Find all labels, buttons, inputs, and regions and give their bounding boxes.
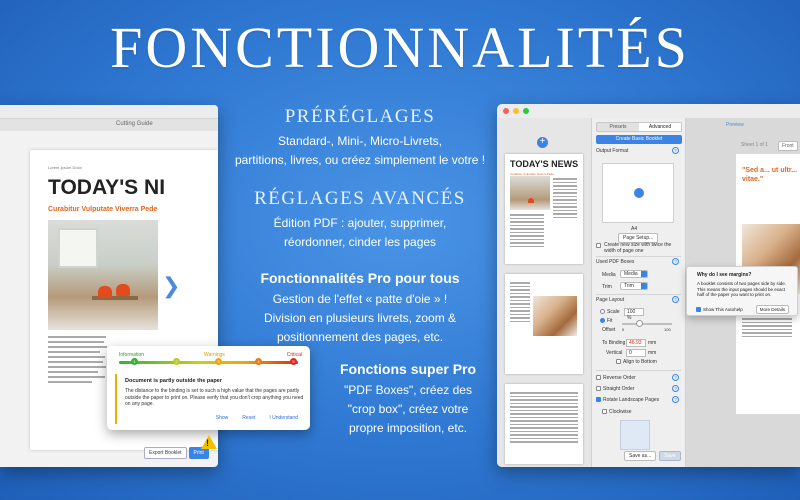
- tab-cutting-guide[interactable]: Cutting Guide: [116, 121, 153, 127]
- show-autohelp-label: Show This Autohelp: [703, 307, 743, 312]
- offset-slider-knob[interactable]: [636, 320, 643, 327]
- feature-heading: Fonctions super Pro: [339, 361, 477, 377]
- label-critical: Critical: [286, 352, 302, 358]
- save-as-button[interactable]: Save as...: [624, 451, 656, 461]
- align-bottom-checkbox[interactable]: [616, 359, 621, 364]
- popup-actions: [216, 415, 298, 421]
- offset-slider[interactable]: [622, 323, 672, 325]
- feature-super-pro: [318, 361, 498, 438]
- trim-select-value: Trim: [624, 283, 634, 289]
- preview-quote: "Sed a... ut ultr... vitae.": [742, 167, 798, 183]
- popup-body: The distance to the binding is set to such a high value that the pages are partly outside the paper to print on. Please verify that you don't crop anything you need on any page.: [125, 388, 304, 407]
- help-icon[interactable]: ?: [672, 258, 679, 265]
- show-button[interactable]: Show: [215, 415, 229, 421]
- photo-chair: [116, 284, 130, 296]
- output-format-label: Output Format: [596, 148, 629, 154]
- feature-line: "crop box", créez votre: [347, 402, 469, 416]
- warning-triangle-icon[interactable]: [201, 435, 217, 449]
- thumbnail-text: [510, 392, 578, 445]
- tab-bar: [0, 119, 218, 131]
- divider: [596, 256, 681, 257]
- unit-label: mm: [648, 340, 657, 346]
- add-page-icon[interactable]: +: [537, 137, 548, 148]
- severity-dot: 1: [131, 358, 138, 365]
- label-information: Information: [119, 352, 145, 358]
- page-thumbnails-sidebar: [497, 118, 592, 467]
- tab-presets[interactable]: Presets: [609, 124, 627, 130]
- feature-presets: [222, 106, 498, 170]
- rotation-preview: [620, 420, 650, 450]
- create-new-size-label: Create new size with twice the width of page one: [604, 242, 672, 254]
- tab-advanced[interactable]: Advanced: [639, 123, 681, 131]
- offset-label: Offset: [602, 327, 616, 333]
- staircase-photo: [533, 296, 577, 336]
- minimize-window-icon[interactable]: [513, 108, 519, 114]
- create-new-size-checkbox[interactable]: [596, 243, 601, 248]
- feature-heading: RÉGLAGES AVANCÉS: [254, 188, 466, 209]
- thumbnail-page-2[interactable]: [505, 274, 583, 374]
- trim-select[interactable]: [620, 282, 648, 290]
- popup-title: Document is partly outside the paper: [125, 378, 222, 384]
- to-binding-label: To Binding: [602, 340, 626, 346]
- warning-accent-bar: [115, 374, 117, 424]
- scale-input[interactable]: 100 %: [624, 308, 644, 316]
- settings-tabs: [596, 122, 682, 132]
- straight-order-checkbox[interactable]: [596, 386, 601, 391]
- page-layout-label: Page Layout: [596, 297, 625, 303]
- fit-radio[interactable]: [600, 318, 605, 323]
- slider-min-label: 0: [622, 327, 625, 332]
- chevron-right-icon[interactable]: ❯: [162, 273, 181, 298]
- more-details-button[interactable]: More Details: [756, 305, 789, 314]
- photo-chair: [98, 286, 112, 298]
- thumbnail-text: [553, 178, 577, 220]
- reverse-order-label: Reverse Order: [603, 375, 636, 381]
- reverse-order-checkbox[interactable]: [596, 375, 601, 380]
- rotate-landscape-checkbox[interactable]: [596, 397, 601, 402]
- clockwise-checkbox[interactable]: [602, 409, 607, 414]
- to-binding-input[interactable]: 46,93: [626, 339, 646, 347]
- tooltip-body: A booklet consists of two pages side by side. This means the input pages should be exact half of the paper you want to print on.: [697, 281, 787, 297]
- feature-pro: [222, 270, 498, 347]
- left-bottom-bar: [144, 447, 209, 459]
- divider: [596, 294, 681, 295]
- window-traffic-lights: [503, 108, 529, 114]
- help-icon[interactable]: ?: [672, 396, 679, 403]
- tooltip-title: Why do I see margins?: [697, 272, 752, 278]
- scale-label: Scale: [607, 309, 620, 315]
- print-button[interactable]: Print: [189, 447, 209, 459]
- trim-label: Trim: [602, 284, 612, 290]
- severity-dot: 3: [215, 358, 222, 365]
- severity-dot: 2: [173, 358, 180, 365]
- window-toolbar: [0, 105, 218, 119]
- media-label: Media: [602, 272, 616, 278]
- severity-bar: [119, 361, 298, 364]
- clockwise-label: Clockwise: [609, 409, 632, 415]
- photo-window: [58, 228, 98, 268]
- severity-dot: 5: [290, 358, 297, 365]
- divider: [596, 370, 681, 371]
- thumbnail-text: [510, 282, 530, 324]
- feature-text: [222, 290, 498, 347]
- vertical-input[interactable]: 0: [626, 349, 646, 357]
- warning-popup: [107, 346, 310, 430]
- thumbnail-subheadline: Curabitur Vulputate Viverra Pede: [510, 172, 554, 176]
- feature-line: Standard-, Mini-, Micro-Livrets,: [277, 134, 443, 148]
- feature-text: [318, 381, 498, 438]
- feature-line: réordonner, cinder les pages: [283, 235, 437, 249]
- straight-order-label: Straight Order: [603, 386, 635, 392]
- feature-line: propre imposition, etc.: [348, 421, 468, 435]
- export-booklet-button[interactable]: Export Booklet: [144, 447, 187, 459]
- close-window-icon[interactable]: [503, 108, 509, 114]
- help-icon[interactable]: ?: [672, 385, 679, 392]
- slider-max-label: 100: [664, 327, 671, 332]
- settings-panel: [592, 118, 686, 467]
- feature-line: Gestion de l'effet « patte d'oie » !: [272, 292, 448, 306]
- paper-headline: TODAY'S NI: [48, 176, 166, 199]
- feature-text: [222, 214, 498, 252]
- label-warnings: Warnings: [204, 352, 225, 358]
- feature-line: Division en plusieurs livrets, zoom &: [263, 311, 457, 325]
- feature-heading: PRÉRÉGLAGES: [284, 106, 436, 127]
- help-icon[interactable]: ?: [672, 374, 679, 381]
- show-autohelp-checkbox[interactable]: [696, 307, 701, 312]
- thumbnail-page-3[interactable]: [505, 384, 583, 464]
- right-bottom-bar: [624, 451, 681, 461]
- feature-line: positionnement des pages, etc.: [276, 330, 444, 344]
- rotate-landscape-label: Rotate Landscape Pages: [603, 397, 660, 403]
- thumbnail-photo: [510, 176, 550, 210]
- vertical-label: Vertical: [606, 350, 623, 356]
- feature-line: "PDF Boxes", créez des: [344, 383, 472, 397]
- page-title: FONCTIONNALITÉS: [110, 15, 690, 80]
- feature-advanced: [222, 188, 498, 252]
- understand-button[interactable]: I Understand: [269, 415, 298, 421]
- help-icon[interactable]: ?: [672, 147, 679, 154]
- severity-labels: [119, 352, 302, 360]
- unit-label: mm: [648, 350, 657, 356]
- sheet-marker-icon: [634, 188, 644, 198]
- page-setup-button[interactable]: Page Setup...: [618, 233, 658, 243]
- used-pdf-boxes-label: Used PDF Boxes: [596, 259, 635, 265]
- reset-button[interactable]: Reset: [242, 415, 256, 421]
- paper-body-lines: [48, 336, 108, 386]
- feature-heading: Fonctionnalités Pro pour tous: [260, 270, 460, 286]
- help-icon[interactable]: ?: [672, 296, 679, 303]
- feature-line: Édition PDF : ajouter, supprimer,: [273, 216, 447, 230]
- create-basic-booklet-button[interactable]: Create Basic Booklet: [596, 135, 682, 144]
- align-bottom-label: Align to Bottom: [623, 359, 657, 365]
- zoom-window-icon[interactable]: [523, 108, 529, 114]
- feature-line: partitions, livres, ou créez simplement le votre !: [234, 153, 486, 167]
- kitchen-photo: [48, 220, 158, 330]
- paper-size-label: A4: [631, 226, 638, 232]
- thumbnail-headline: TODAY'S NEWS: [510, 159, 579, 169]
- margin-help-tooltip: [686, 266, 798, 316]
- thumbnail-page-1[interactable]: [505, 154, 583, 264]
- paper-subheadline: Curabitur Vulputate Viverra Pede: [48, 206, 158, 213]
- media-select[interactable]: [620, 270, 648, 278]
- output-sheet-preview: [602, 163, 674, 223]
- exclamation-icon: !: [206, 438, 209, 448]
- fit-label: Fit: [607, 318, 613, 324]
- feature-text: [222, 132, 498, 170]
- severity-dot: 4: [255, 358, 262, 365]
- scale-radio[interactable]: [600, 309, 605, 314]
- tab-preview[interactable]: Preview: [726, 122, 744, 128]
- thumbnail-text: [510, 214, 544, 249]
- media-select-value: Media: [624, 271, 638, 277]
- save-button[interactable]: Save: [659, 451, 680, 461]
- front-toggle[interactable]: Front: [778, 141, 798, 151]
- paper-header-text: Lorem Ipsum Dolor: [48, 165, 83, 170]
- sheet-counter: Sheet 1 of 1: [741, 142, 768, 148]
